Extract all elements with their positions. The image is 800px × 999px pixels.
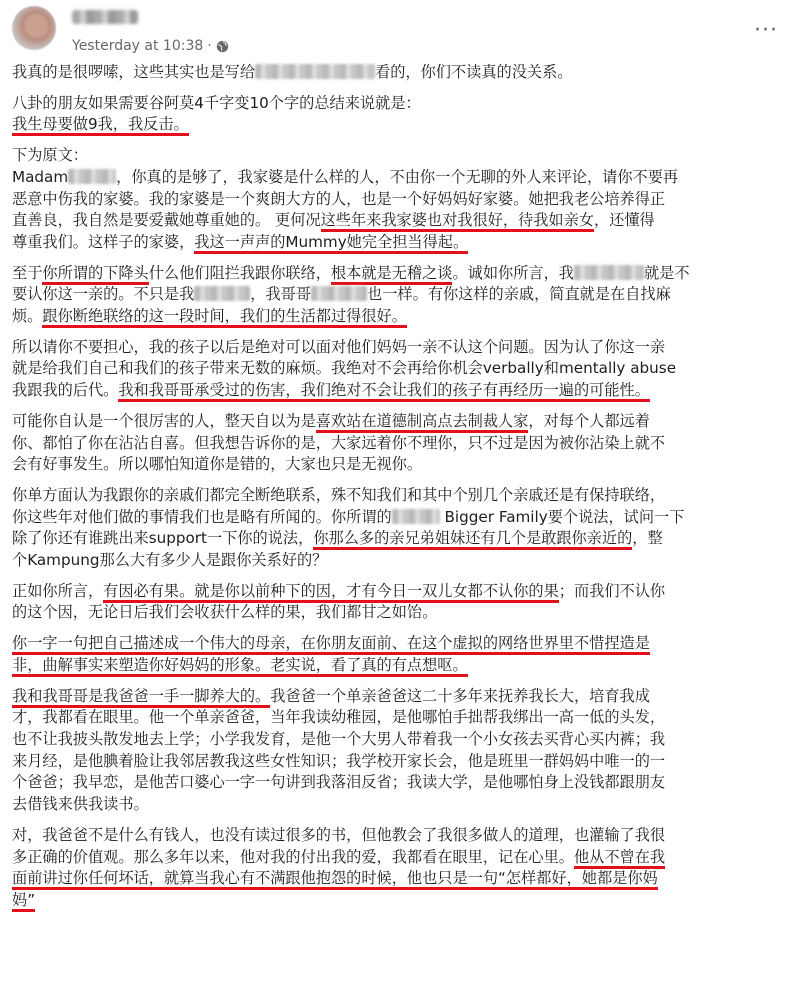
text-line: [12, 167, 788, 189]
text-line: [12, 633, 788, 655]
underlined-text: 有因必有果。就是你以前种下的因，才有今日一双儿女都不认你的果: [103, 582, 559, 603]
underlined-text: 我和我哥哥承受过的伤害，我们绝对不会让我们的孩子有再经历一遍的可能性。: [118, 381, 650, 402]
text-segment: 也一样。有你这样的亲戚，简直就是在自找麻: [367, 285, 671, 304]
text-segment: 就是不: [643, 263, 690, 282]
text-segment: 尊重我们。这样子的家婆，: [12, 232, 195, 251]
text-segment: ，对每个人都远着: [528, 411, 650, 430]
text-segment: 的这个因，无论日后我们会收获什么样的果，我们都甘之如饴。: [12, 603, 438, 622]
text-line: [12, 794, 788, 816]
underlined-text: 你一字一句把自己描述成一个伟大的母亲，在你朋友面前、在这个虚拟的网络世界里不惜捏造是: [12, 634, 650, 655]
text-line: [12, 380, 788, 402]
text-line: [12, 772, 788, 794]
text-line: [12, 847, 788, 869]
underlined-text: 他从不曾在我: [574, 848, 665, 869]
text-segment: 烦。: [12, 307, 43, 326]
text-line: [12, 528, 788, 550]
text-segment: 我跟我的后代。: [12, 381, 119, 400]
post-paragraph: [12, 686, 788, 816]
text-segment: 你单方面认为我跟你的亲戚们都完全断绝联系，殊不知我们和其中个别几个亲戚还是有保持联络，: [12, 485, 666, 504]
text-line: [12, 602, 788, 624]
text-line: [12, 485, 788, 507]
text-segment: ，你真的是够了，我家婆是什么样的人，不由你一个无聊的外人来评论，请你不要再: [116, 167, 679, 186]
post-paragraph: [12, 337, 788, 402]
redacted-name: [392, 509, 440, 524]
text-segment: 个Kampung那么大有多少人是跟你关系好的？: [12, 551, 328, 570]
post-paragraph: [12, 411, 788, 476]
text-segment: ；而我们不认你: [558, 581, 666, 600]
underlined-text: 跟你断绝联络的这一段时间，我们的生活都过得很好。: [42, 307, 407, 328]
text-segment: 正如你所言，: [12, 581, 104, 600]
text-line: [12, 62, 788, 84]
text-segment: 对，我爸爸不是什么有钱人，也没有读过很多的书，但他教会了我很多做人的道理，也灌输了我很: [12, 825, 666, 844]
redacted-name: [68, 169, 116, 184]
post-paragraph: [12, 93, 788, 136]
text-segment: ，还懂得: [593, 211, 655, 230]
underlined-text: 我生母要做9我，我反击。: [12, 115, 189, 136]
text-segment: 个爸爸；我早恋，是他苦口婆心一字一句讲到我落泪反省；我读大学，是他哪怕身上没钱都跟朋友: [12, 773, 666, 792]
text-segment: 我爸爸一个单亲爸爸这二十多年来抚养我长大，培育我成: [270, 686, 650, 705]
post-meta: [72, 38, 229, 54]
post-paragraph: [12, 633, 788, 676]
underlined-text: 根本就是无稽之谈: [331, 264, 453, 285]
underlined-text: 非，曲解事实来塑造你好妈妈的形象。老实说，看了真的有点想呕。: [12, 656, 468, 677]
text-line: [12, 263, 788, 285]
text-segment: 才，我都看在眼里。他一个单亲爸爸，当年我读幼稚园，是他哪怕手拙帮我绑出一高一低的头发，: [12, 708, 666, 727]
text-segment: 什么他们阻拦我跟你联络，: [148, 263, 331, 282]
text-segment: 去借钱来供我读书。: [12, 795, 149, 814]
text-line: [12, 581, 788, 603]
text-segment: 至于: [12, 263, 43, 282]
post-paragraph: [12, 62, 788, 84]
text-line: [12, 729, 788, 751]
text-line: [12, 284, 788, 306]
redacted-name: [311, 286, 367, 301]
post-paragraph: [12, 263, 788, 328]
underlined-text: 妈”: [12, 891, 35, 912]
redacted-name: [194, 286, 250, 301]
underlined-text: 面前讲过你任何坏话，就算当我心有不满跟他抱怨的时候，他也只是一句“怎样都好，她都是你妈: [12, 869, 658, 890]
text-line: [12, 114, 788, 136]
text-segment: ，整: [632, 529, 663, 548]
text-segment: 也不让我披头散发地去上学；小学我发育，是他一个大男人带着我一个小女孩去买背心买内裤；我: [12, 729, 666, 748]
text-segment: 就是给我们自己和我们的孩子带来无数的麻烦。我绝对不会再给你机会verbally和mentally abuse: [12, 359, 677, 378]
text-segment: 我真的是很啰嗦，这些其实也是写给: [12, 63, 255, 81]
text-line: [12, 306, 788, 328]
redacted-name: [574, 265, 644, 280]
text-segment: 恶意中伤我的家婆。我的家婆是一个爽朗大方的人，也是一个好妈妈好家婆。她把我老公培养得正: [12, 189, 666, 208]
text-segment: 多正确的价值观。那么多年以来，他对我的付出我的爱，我都看在眼里，记在心里。: [12, 847, 574, 866]
post-paragraph: [12, 581, 788, 624]
text-line: [12, 232, 788, 254]
post-paragraph: [12, 485, 788, 572]
post-paragraph: [12, 145, 788, 254]
underlined-text: 你所谓的下降头: [42, 264, 148, 285]
text-segment: 。诚如你所言，我: [452, 263, 574, 282]
text-segment: 可能你自认是一个很厉害的人，整天自以为是: [12, 411, 316, 430]
post-paragraph: [12, 825, 788, 912]
text-segment: Bigger Family要个说法，试问一下: [439, 507, 685, 526]
post-header: [0, 0, 800, 62]
text-segment: 你、都怕了你在沾沾自喜。但我想告诉你的是，大家远着你不理你，只不过是因为被你沾染上就不: [12, 433, 666, 452]
text-line: [12, 210, 788, 232]
redacted-name: [255, 64, 375, 79]
text-line: [12, 189, 788, 211]
avatar[interactable]: [12, 6, 56, 50]
text-line: [12, 411, 788, 433]
text-line: [12, 358, 788, 380]
text-line: [12, 707, 788, 729]
meta-separator: ·: [207, 38, 212, 54]
text-segment: 所以请你不要担心，我的孩子以后是绝对可以面对他们妈妈一亲不认这个问题。因为认了你这一亲: [12, 337, 666, 356]
text-segment: 除了你还有谁跳出来support一下你的说法，: [12, 529, 314, 548]
text-segment: 八卦的朋友如果需要谷阿莫4千字变10个字的总结来说就是：: [12, 93, 421, 112]
text-line: [12, 686, 788, 708]
text-line: [12, 751, 788, 773]
text-line: [12, 655, 788, 677]
post-body: [12, 62, 788, 921]
text-line: [12, 454, 788, 476]
text-line: [12, 507, 788, 529]
text-segment: Madam: [12, 167, 69, 186]
text-line: [12, 890, 788, 912]
text-segment: 来月经，是他腆着脸让我邻居教我这些女性知识；我学校开家长会，他是班里一群妈妈中唯一的一: [12, 751, 666, 770]
text-line: [12, 433, 788, 455]
text-segment: 看的，你们不读真的没关系。: [375, 63, 573, 81]
underlined-text: 我和我哥哥是我爸爸一手一脚养大的。: [12, 687, 270, 708]
text-line: [12, 337, 788, 359]
text-segment: ，我哥哥: [250, 285, 311, 304]
text-line: [12, 868, 788, 890]
text-segment: 你这些年对他们做的事情我们也是略有所闻的。你所谓的: [12, 507, 392, 526]
text-segment: 会有好事发生。所以哪怕知道你是错的，大家也只是无视你。: [12, 455, 423, 474]
underlined-text: 你那么多的亲兄弟姐妹还有几个是敢跟你亲近的: [313, 529, 632, 550]
more-options-icon[interactable]: ···: [754, 18, 778, 43]
text-line: [12, 145, 788, 167]
text-segment: 要认你这一亲的。不只是我: [12, 285, 195, 304]
underlined-text: 喜欢站在道德制高点去制裁人家: [316, 412, 529, 433]
underlined-text: 我这一声声的Mummy她完全担当得起。: [194, 233, 468, 254]
text-line: [12, 550, 788, 572]
text-segment: 下为原文：: [12, 146, 88, 165]
text-segment: 直善良，我自然是要爱戴她尊重她的。 更何况: [12, 211, 321, 230]
text-line: [12, 93, 788, 115]
globe-icon[interactable]: [216, 40, 229, 53]
author-name-redacted[interactable]: [72, 10, 138, 24]
underlined-text: 这些年来我家婆也对我很好，待我如亲女: [321, 211, 594, 232]
post-timestamp[interactable]: Yesterday at 10:38: [72, 38, 204, 54]
text-line: [12, 825, 788, 847]
